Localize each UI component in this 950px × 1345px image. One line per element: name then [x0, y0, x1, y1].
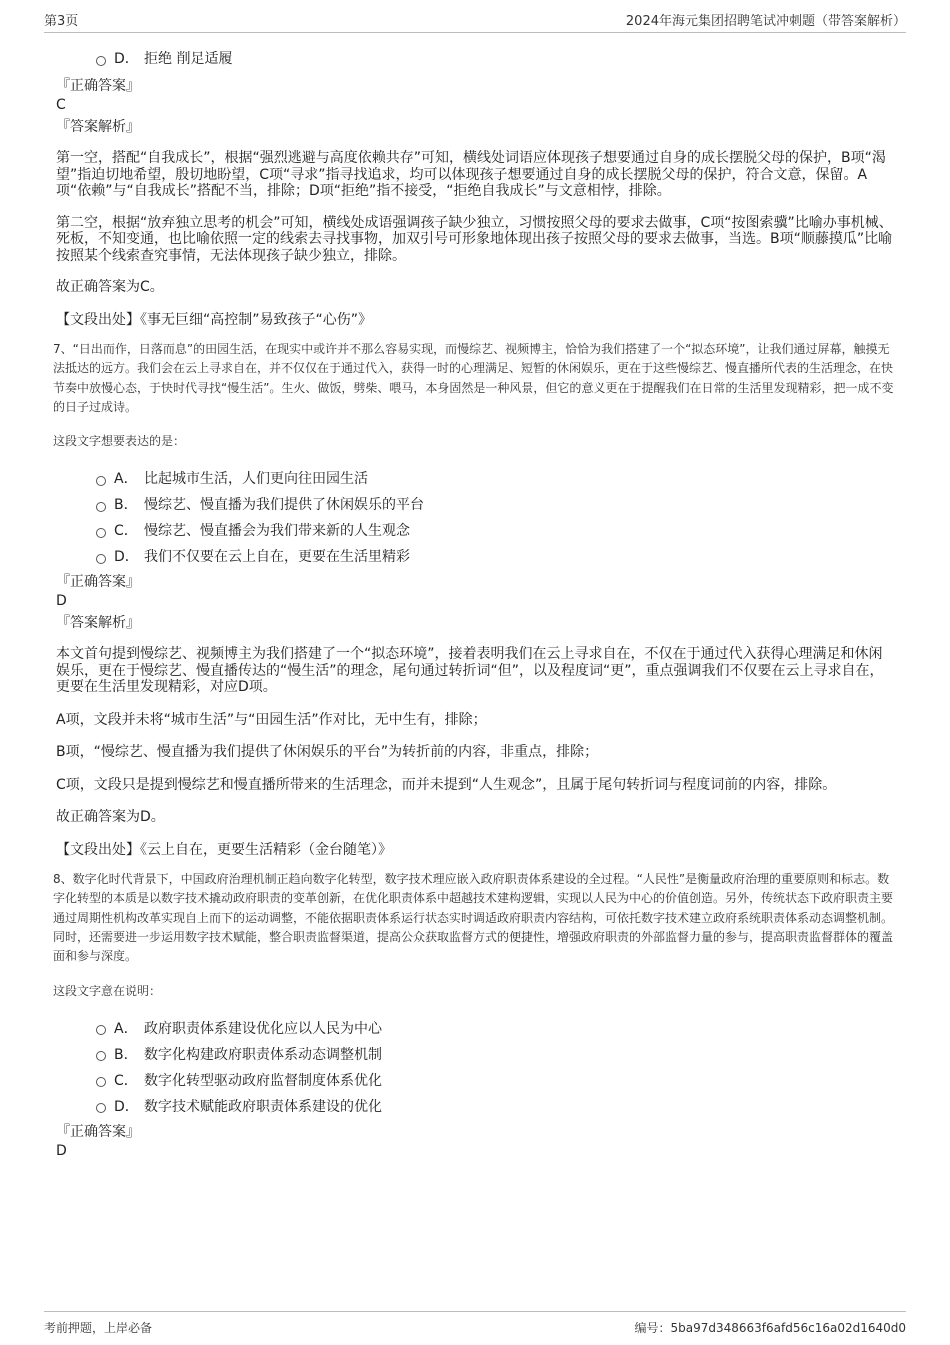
q8-question: 8、数字化时代背景下，中国政府治理机制正趋向数字化转型，数字技术理应嵌入政府职责体系建设的全过程。“人民性”是衡量政府治理的重要原则和标志。数字化转型的本质是以数字技术撬动政府职责的变革创新，在优化职责体系中超越技术建构逻辑，实现以人民为中心的价值创造。另外，传统状态下政府职责主要通过周期性机构改革实现自上而下的运动调整，不能依据职责体系运行状态实时调适政府职责内容结构，可依托数字技术建立政府系统职责体系动态调整机制。同时，还需要进一步运用数字技术赋能，整合职责监督渠道，提高公众获取监督方式的便捷性，增强政府职责的外部监督力量的参与，提高职责监督群体的覆盖面和参与深度。 — [53, 872, 894, 964]
q7-analysis-c: C项，文段只是提到慢综艺和慢直播所带来的生活理念，而并未提到“人生观念”，且属于尾句转折词与程度词前的内容，排除。 — [56, 776, 837, 793]
q6-conclusion: 故正确答案为C。 — [56, 279, 164, 295]
radio-icon[interactable] — [96, 528, 106, 538]
q7-option-c[interactable]: C． 慢综艺、慢直播会为我们带来新的人生观念 — [96, 518, 894, 544]
q6-answer: C — [56, 97, 66, 113]
radio-icon[interactable] — [96, 476, 106, 486]
page-number: 第3页 — [44, 14, 79, 29]
q8-ask: 这段文字意在说明： — [53, 983, 162, 998]
radio-icon[interactable] — [96, 1025, 106, 1035]
correct-answer-label: 『正确答案』 — [56, 574, 140, 591]
radio-icon[interactable] — [96, 1103, 106, 1113]
radio-icon[interactable] — [96, 554, 106, 564]
page-header — [44, 10, 906, 33]
q6-analysis-1: 第一空，搭配“自我成长”，根据“强烈逃避与高度依赖共存”可知，横线处词语应体现孩子想要通过自身的成长摆脱父母的保护，B项“渴望”指迫切地希望，殷切地盼望，C项“寻求”指寻找追求，均可以体现孩子想要通过自身的成长摆脱父母的保护，符合文意，保留。A项“依赖”与“自我成长”搭配不当，排除；D项“拒绝”指不接受，“拒绝自我成长”与文意相悖，排除。 — [56, 150, 886, 199]
analysis-label: 『答案解析』 — [56, 615, 140, 632]
radio-icon[interactable] — [96, 502, 106, 512]
q8-option-a[interactable]: A． 政府职责体系建设优化应以人民为中心 — [96, 1016, 894, 1042]
footer-slogan: 考前押题，上岸必备 — [44, 1321, 153, 1335]
q8-option-b[interactable]: B． 数字化构建政府职责体系动态调整机制 — [96, 1042, 894, 1068]
page-content — [53, 46, 894, 1160]
document-title: 2024年海元集团招聘笔试冲刺题（带答案解析） — [625, 14, 906, 29]
q6-options — [56, 46, 894, 72]
correct-answer-label: 『正确答案』 — [56, 78, 140, 94]
q7-option-d[interactable]: D． 我们不仅要在云上自在，更要在生活里精彩 — [96, 544, 894, 570]
q7-analysis-1: 本文首句提到慢综艺、视频博主为我们搭建了一个“拟态环境”，接着表明我们在云上寻求自在，不仅在于通过代入获得心理满足和休闲娱乐，更在于慢综艺、慢直播传达的“慢生活”的理念，尾句通过转折词“但”，以及程度词“更”，重点强调我们不仅要在云上寻求自在，更要在生活里发现精彩，对应D项。 — [56, 646, 884, 696]
document-serial: 编号：5ba97d348663f6afd56c16a02d1640d0 — [634, 1321, 906, 1335]
q7-option-b[interactable]: B． 慢综艺、慢直播为我们提供了休闲娱乐的平台 — [96, 492, 894, 518]
q7-ask: 这段文字想要表达的是： — [53, 434, 186, 449]
q6-source: 【文段出处】《事无巨细“高控制”易致孩子“心伤”》 — [56, 311, 373, 328]
q8-options — [56, 1016, 894, 1120]
analysis-label: 『答案解析』 — [56, 119, 140, 135]
q8-option-c[interactable]: C． 数字化转型驱动政府监督制度体系优化 — [96, 1068, 894, 1094]
radio-icon[interactable] — [96, 1077, 106, 1087]
q7-answer: D — [56, 593, 67, 610]
q7-conclusion: 故正确答案为D。 — [56, 809, 165, 826]
q8-answer: D — [56, 1142, 67, 1159]
correct-answer-label: 『正确答案』 — [56, 1123, 140, 1140]
q6-option-d[interactable]: D． 拒绝 削足适履 — [96, 46, 894, 72]
q7-question: 7、“日出而作，日落而息”的田园生活，在现实中或许并不那么容易实现，而慢综艺、视频博主，恰恰为我们搭建了一个“拟态环境”，让我们通过屏幕，触摸无法抵达的远方。我们会在云上寻求自在，并不仅仅在于通过代入，获得一时的心理满足、短暂的休闲娱乐，更在于这些慢综艺、慢直播所代表的生活理念，在快节奏中放慢心态，于快时代寻找“慢生活”。生火、做饭，劈柴、喂马，本身固然是一种风景，但它的意义更在于提醒我们在日常的生活里发现精彩，把一成不变的日子过成诗。 — [53, 342, 894, 414]
q8-option-d[interactable]: D． 数字技术赋能政府职责体系建设的优化 — [96, 1094, 894, 1120]
q7-analysis-b: B项，“慢综艺、慢直播为我们提供了休闲娱乐的平台”为转折前的内容，非重点，排除； — [56, 744, 599, 761]
radio-icon[interactable] — [96, 1051, 106, 1061]
page-footer — [44, 1311, 906, 1336]
radio-icon[interactable] — [96, 56, 106, 66]
q7-source: 【文段出处】《云上自在，更要生活精彩（金台随笔）》 — [56, 841, 392, 858]
q6-analysis-2: 第二空，根据“放弃独立思考的机会”可知，横线处成语强调孩子缺少独立，习惯按照父母的要求去做事，C项“按图索骥”比喻办事机械、死板，不知变通，也比喻依照一定的线索去寻找事物，加双引号可形象地体现出孩子按照父母的要求去做事，当选。B项“顺藤摸瓜”比喻按照某个线索查究事情，无法体现孩子缺少独立，排除。 — [56, 214, 893, 264]
q7-options — [56, 466, 894, 570]
q7-option-a[interactable]: A． 比起城市生活，人们更向往田园生活 — [96, 466, 894, 492]
q7-analysis-a: A项，文段并未将“城市生活”与“田园生活”作对比，无中生有，排除； — [56, 711, 487, 728]
